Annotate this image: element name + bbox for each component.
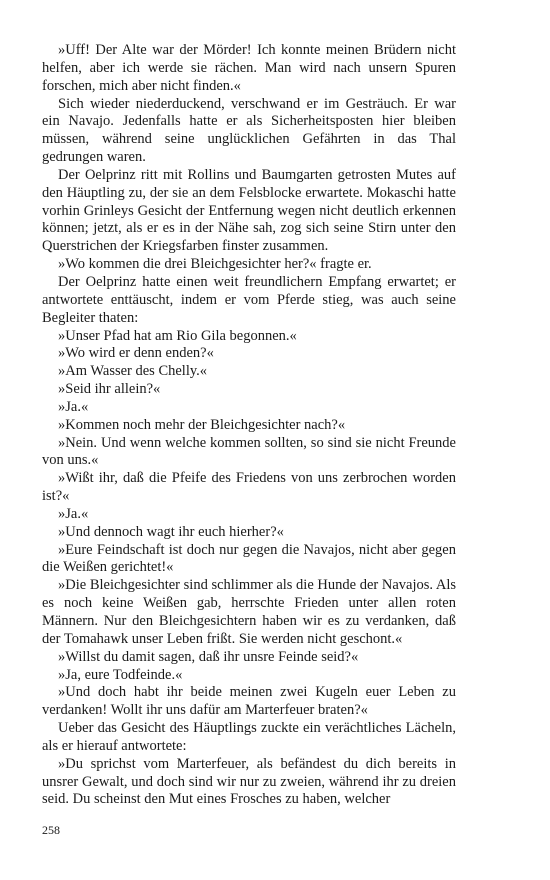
book-page (42, 42, 456, 809)
paragraph: »Du sprichst vom Marterfeuer, als befändest du dich bereits in unsrer Gewalt, und doch sind wir nur zu zweien, während ihr zu dreien seid. Du scheinst den Mut eines Frosches zu haben, welcher (42, 755, 456, 808)
paragraph: »Seid ihr allein?« (58, 381, 161, 398)
paragraph: »Und doch habt ihr beide meinen zwei Kugeln euer Leben zu verdanken! Wollt ihr uns dafür am Marterfeuer braten?« (42, 684, 456, 719)
paragraph: »Unser Pfad hat am Rio Gila begonnen.« (58, 327, 297, 344)
page-number: 258 (42, 823, 60, 837)
paragraph: »Wißt ihr, daß die Pfeife des Friedens von uns zerbrochen worden ist?« (42, 470, 456, 505)
page-text (42, 42, 456, 809)
paragraph: Ueber das Gesicht des Häuptlings zuckte ein verächtliches Lächeln, als er hierauf antwortete: (42, 720, 456, 754)
paragraph: »Ja.« (58, 505, 89, 522)
paragraph: »Wo kommen die drei Bleichgesichter her?« fragte er. (58, 256, 372, 273)
paragraph: Der Oelprinz ritt mit Rollins und Baumgarten getrosten Mutes auf den Häuptling zu, der sie an dem Felsblocke erwartete. Mokaschi hatte vorhin Grinleys Gesicht der Entfernung wegen nicht deutlich erkennen können; jetzt, als er es in der Nähe sah, zog sich seine Stirn unter den Querstrichen der Kriegsfarben finster zusammen. (42, 166, 456, 255)
paragraph: »Willst du damit sagen, daß ihr unsre Feinde seid?« (58, 648, 359, 665)
paragraph: »Wo wird er denn enden?« (58, 345, 214, 362)
paragraph: »Ja, eure Todfeinde.« (58, 666, 183, 683)
paragraph: »Eure Feindschaft ist doch nur gegen die Navajos, nicht aber gegen die Weißen gerichtet!« (42, 541, 456, 576)
paragraph: Sich wieder niederduckend, verschwand er im Gesträuch. Er war ein Navajo. Jedenfalls hatte er als Sicherheitsposten hier bleiben müssen, während seine unglücklichen Gefährten in das Thal gedrungen waren. (42, 95, 456, 166)
paragraph: »Uff! Der Alte war der Mörder! Ich konnte meinen Brüdern nicht helfen, aber ich werde sie rächen. Man wird nach unsern Spuren forschen, mich aber nicht finden.« (42, 42, 456, 94)
paragraph: »Die Bleichgesichter sind schlimmer als die Hunde der Navajos. Als es noch keine Weißen gab, herrschte Frieden unter allen roten Männern. Nur den Bleichgesichtern haben wir es zu verdanken, daß der Tomahawk unser Leben frißt. Sie werden nicht geschont.« (42, 577, 456, 647)
paragraph: »Am Wasser des Chelly.« (58, 363, 208, 380)
paragraph: »Und dennoch wagt ihr euch hierher?« (58, 523, 284, 540)
paragraph: »Nein. Und wenn welche kommen sollten, so sind sie nicht Freunde von uns.« (42, 434, 456, 469)
paragraph: »Ja.« (58, 398, 89, 415)
paragraph: »Kommen noch mehr der Bleichgesichter nach?« (58, 416, 346, 433)
paragraph: Der Oelprinz hatte einen weit freundlichern Empfang erwartet; er antwortete enttäuscht, indem er vom Pferde stieg, was auch seine Begleiter thaten: (42, 273, 456, 326)
